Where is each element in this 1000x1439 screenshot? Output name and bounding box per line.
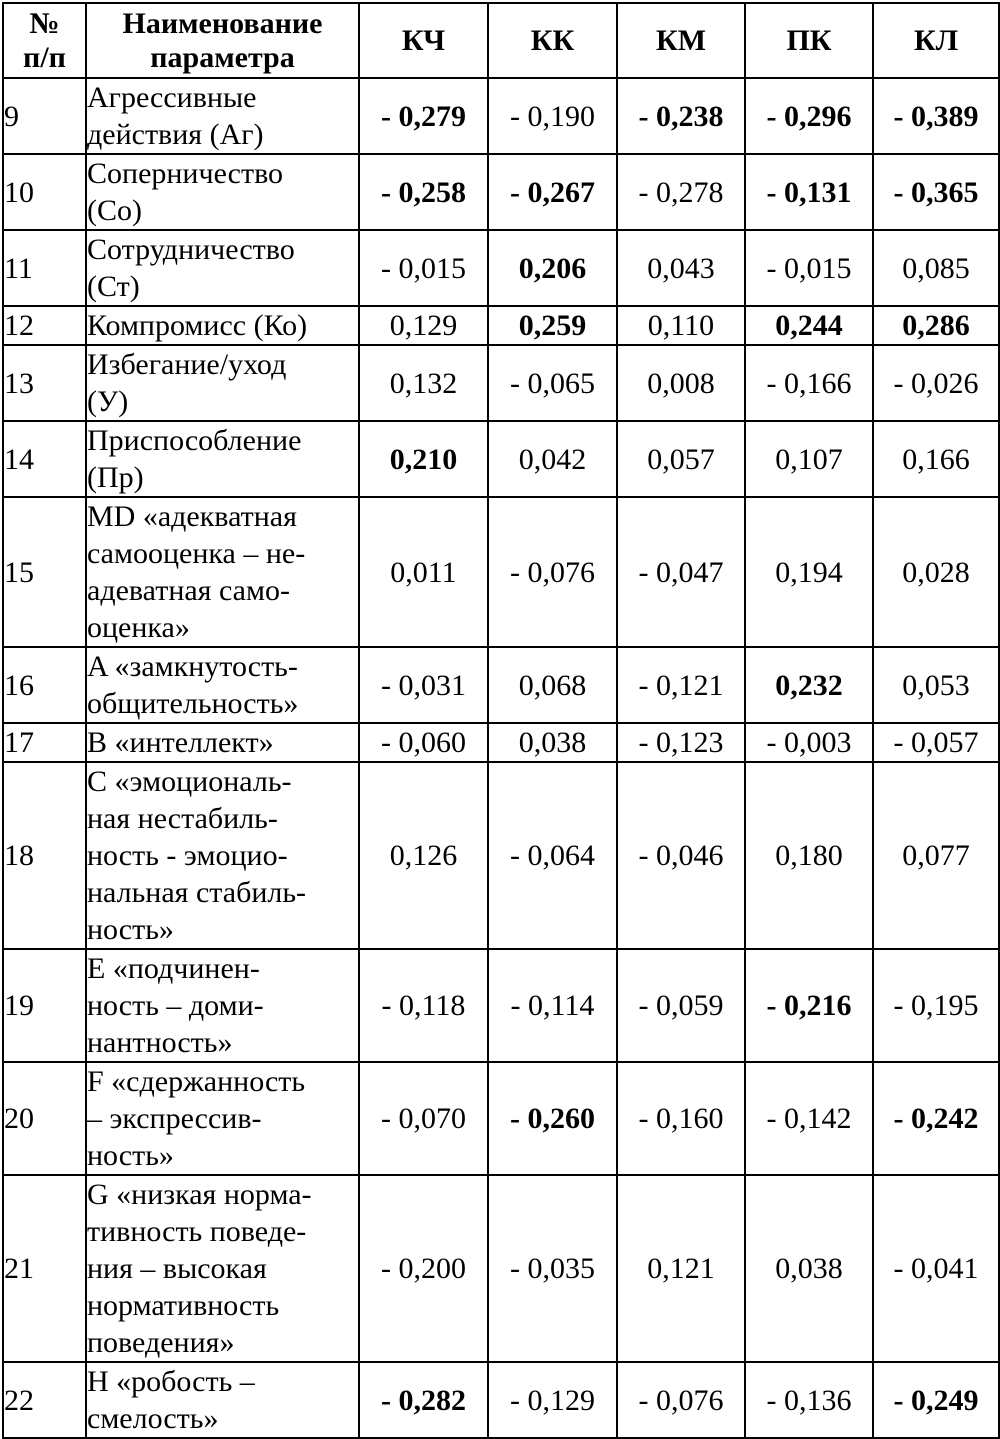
table-row bbox=[3, 723, 999, 762]
correlation-value: 0,126 bbox=[359, 762, 488, 949]
parameter-name-line: Соперничество bbox=[87, 157, 284, 190]
row-number: 22 bbox=[3, 1362, 86, 1438]
correlation-value: - 0,389 bbox=[873, 78, 999, 154]
parameter-name bbox=[86, 306, 359, 345]
table-row bbox=[3, 647, 999, 723]
parameter-name-line: ная нестабиль- bbox=[87, 802, 278, 835]
correlation-value: 0,129 bbox=[359, 306, 488, 345]
correlation-value: 0,180 bbox=[745, 762, 873, 949]
correlation-value: - 0,365 bbox=[873, 154, 999, 230]
correlation-value: - 0,046 bbox=[617, 762, 745, 949]
parameter-name bbox=[86, 230, 359, 306]
correlation-value: 0,132 bbox=[359, 345, 488, 421]
correlation-value: 0,011 bbox=[359, 497, 488, 647]
parameter-name bbox=[86, 1362, 359, 1438]
parameter-name bbox=[86, 1062, 359, 1175]
correlation-value: 0,043 bbox=[617, 230, 745, 306]
header-num-line: № bbox=[29, 6, 60, 40]
header-param-line: параметра bbox=[150, 40, 295, 74]
parameter-name-line: (Со) bbox=[87, 194, 142, 227]
parameter-name-line: оценка» bbox=[87, 611, 190, 644]
row-number: 11 bbox=[3, 230, 86, 306]
correlation-value: 0,008 bbox=[617, 345, 745, 421]
correlation-value: - 0,047 bbox=[617, 497, 745, 647]
correlation-value: - 0,065 bbox=[488, 345, 617, 421]
header-param-line: Наименование bbox=[122, 6, 323, 40]
correlation-value: - 0,123 bbox=[617, 723, 745, 762]
correlation-value: - 0,003 bbox=[745, 723, 873, 762]
parameter-name-line: (У) bbox=[87, 385, 129, 418]
header-num-line: п/п bbox=[23, 40, 66, 74]
header-row bbox=[3, 3, 999, 78]
parameter-name bbox=[86, 762, 359, 949]
correlation-value: - 0,041 bbox=[873, 1175, 999, 1362]
correlation-value: - 0,200 bbox=[359, 1175, 488, 1362]
correlation-value: - 0,160 bbox=[617, 1062, 745, 1175]
table-row bbox=[3, 1362, 999, 1438]
parameter-name-line: F «сдержанность bbox=[87, 1065, 306, 1098]
correlation-value: - 0,258 bbox=[359, 154, 488, 230]
parameter-name-line: H «робость – bbox=[87, 1365, 255, 1398]
row-number: 15 bbox=[3, 497, 86, 647]
correlation-value: - 0,118 bbox=[359, 949, 488, 1062]
parameter-name bbox=[86, 1175, 359, 1362]
correlation-value: - 0,064 bbox=[488, 762, 617, 949]
row-number: 9 bbox=[3, 78, 86, 154]
correlation-value: 0,121 bbox=[617, 1175, 745, 1362]
parameter-name bbox=[86, 78, 359, 154]
table-row bbox=[3, 497, 999, 647]
parameter-name-line: E «подчинен- bbox=[87, 952, 260, 985]
row-number: 13 bbox=[3, 345, 86, 421]
parameter-name-line: самооценка – не- bbox=[87, 537, 306, 570]
header-param bbox=[86, 3, 359, 78]
correlation-value: 0,166 bbox=[873, 421, 999, 497]
parameter-name-line: Сотрудничество bbox=[87, 233, 295, 266]
parameter-name-line: Компромисс (Ко) bbox=[87, 309, 308, 342]
correlation-value: - 0,278 bbox=[617, 154, 745, 230]
header-col-kk: КК bbox=[488, 3, 617, 78]
correlation-value: - 0,026 bbox=[873, 345, 999, 421]
parameter-name-line: нальная стабиль- bbox=[87, 876, 307, 909]
correlation-value: - 0,282 bbox=[359, 1362, 488, 1438]
correlation-value: 0,110 bbox=[617, 306, 745, 345]
correlation-value: - 0,076 bbox=[488, 497, 617, 647]
parameter-name-line: (Ст) bbox=[87, 270, 140, 303]
correlation-value: 0,038 bbox=[745, 1175, 873, 1362]
parameter-name-line: нормативность bbox=[87, 1289, 280, 1322]
correlation-value: 0,194 bbox=[745, 497, 873, 647]
correlation-value: 0,077 bbox=[873, 762, 999, 949]
table-row bbox=[3, 154, 999, 230]
correlation-value: 0,085 bbox=[873, 230, 999, 306]
parameter-name-line: нантность» bbox=[87, 1026, 233, 1059]
parameter-name-line: тивность поведе- bbox=[87, 1215, 307, 1248]
correlation-value: - 0,279 bbox=[359, 78, 488, 154]
parameter-name bbox=[86, 723, 359, 762]
parameter-name-line: MD «адекватная bbox=[87, 500, 297, 533]
correlation-value: - 0,260 bbox=[488, 1062, 617, 1175]
row-number: 21 bbox=[3, 1175, 86, 1362]
correlation-value: - 0,060 bbox=[359, 723, 488, 762]
correlation-value: - 0,166 bbox=[745, 345, 873, 421]
header-col-kch: КЧ bbox=[359, 3, 488, 78]
parameter-name bbox=[86, 345, 359, 421]
correlation-value: 0,206 bbox=[488, 230, 617, 306]
correlation-value: - 0,195 bbox=[873, 949, 999, 1062]
table-row bbox=[3, 1062, 999, 1175]
row-number: 10 bbox=[3, 154, 86, 230]
parameter-name-line: общительность» bbox=[87, 687, 299, 720]
correlation-value: - 0,059 bbox=[617, 949, 745, 1062]
correlation-value: - 0,238 bbox=[617, 78, 745, 154]
parameter-name-line: ность – доми- bbox=[87, 989, 264, 1022]
correlation-value: - 0,242 bbox=[873, 1062, 999, 1175]
correlation-value: - 0,131 bbox=[745, 154, 873, 230]
table-row bbox=[3, 1175, 999, 1362]
correlation-value: 0,232 bbox=[745, 647, 873, 723]
parameter-name bbox=[86, 497, 359, 647]
parameter-name-line: B «интеллект» bbox=[87, 726, 274, 759]
correlation-value: - 0,031 bbox=[359, 647, 488, 723]
correlation-value: - 0,015 bbox=[745, 230, 873, 306]
parameter-name-line: ния – высокая bbox=[87, 1252, 267, 1285]
correlation-value: - 0,129 bbox=[488, 1362, 617, 1438]
table-row bbox=[3, 949, 999, 1062]
row-number: 14 bbox=[3, 421, 86, 497]
correlation-table bbox=[2, 2, 1000, 1439]
header-col-km: КМ bbox=[617, 3, 745, 78]
parameter-name bbox=[86, 154, 359, 230]
table-row bbox=[3, 306, 999, 345]
correlation-value: 0,057 bbox=[617, 421, 745, 497]
correlation-value: 0,286 bbox=[873, 306, 999, 345]
correlation-value: 0,107 bbox=[745, 421, 873, 497]
correlation-value: - 0,121 bbox=[617, 647, 745, 723]
row-number: 12 bbox=[3, 306, 86, 345]
header-num bbox=[3, 3, 86, 78]
parameter-name-line: поведения» bbox=[87, 1326, 235, 1359]
parameter-name-line: Приспособление bbox=[87, 424, 302, 457]
correlation-value: - 0,076 bbox=[617, 1362, 745, 1438]
table-row bbox=[3, 230, 999, 306]
row-number: 19 bbox=[3, 949, 86, 1062]
row-number: 16 bbox=[3, 647, 86, 723]
correlation-value: - 0,015 bbox=[359, 230, 488, 306]
parameter-name-line: ность» bbox=[87, 1139, 174, 1172]
parameter-name-line: (Пр) bbox=[87, 461, 144, 494]
parameter-name bbox=[86, 949, 359, 1062]
parameter-name-line: действия (Аг) bbox=[87, 118, 264, 151]
header-col-kl: КЛ bbox=[873, 3, 999, 78]
table-row bbox=[3, 78, 999, 154]
correlation-value: - 0,216 bbox=[745, 949, 873, 1062]
correlation-value: - 0,249 bbox=[873, 1362, 999, 1438]
correlation-value: - 0,114 bbox=[488, 949, 617, 1062]
correlation-value: 0,259 bbox=[488, 306, 617, 345]
row-number: 17 bbox=[3, 723, 86, 762]
correlation-value: - 0,136 bbox=[745, 1362, 873, 1438]
parameter-name-line: – экспрессив- bbox=[87, 1102, 262, 1135]
parameter-name-line: Избегание/уход bbox=[87, 348, 287, 381]
parameter-name-line: смелость» bbox=[87, 1402, 219, 1435]
parameter-name-line: ность - эмоцио- bbox=[87, 839, 288, 872]
correlation-value: 0,244 bbox=[745, 306, 873, 345]
table-row bbox=[3, 762, 999, 949]
parameter-name bbox=[86, 421, 359, 497]
row-number: 20 bbox=[3, 1062, 86, 1175]
parameter-name bbox=[86, 647, 359, 723]
correlation-value: - 0,267 bbox=[488, 154, 617, 230]
correlation-value: 0,042 bbox=[488, 421, 617, 497]
correlation-value: 0,038 bbox=[488, 723, 617, 762]
correlation-value: - 0,190 bbox=[488, 78, 617, 154]
parameter-name-line: Агрессивные bbox=[87, 81, 257, 114]
header-col-pk: ПК bbox=[745, 3, 873, 78]
correlation-value: 0,028 bbox=[873, 497, 999, 647]
parameter-name-line: ность» bbox=[87, 913, 174, 946]
correlation-value: - 0,142 bbox=[745, 1062, 873, 1175]
correlation-value: - 0,070 bbox=[359, 1062, 488, 1175]
correlation-value: - 0,035 bbox=[488, 1175, 617, 1362]
table-body bbox=[3, 78, 999, 1438]
parameter-name-line: адеватная само- bbox=[87, 574, 290, 607]
correlation-value: 0,210 bbox=[359, 421, 488, 497]
correlation-value: - 0,057 bbox=[873, 723, 999, 762]
correlation-value: 0,053 bbox=[873, 647, 999, 723]
table-row bbox=[3, 421, 999, 497]
correlation-value: 0,068 bbox=[488, 647, 617, 723]
parameter-name-line: A «замкнутость- bbox=[87, 650, 298, 683]
table-row bbox=[3, 345, 999, 421]
parameter-name-line: G «низкая норма- bbox=[87, 1178, 312, 1211]
parameter-name-line: C «эмоциональ- bbox=[87, 765, 292, 798]
row-number: 18 bbox=[3, 762, 86, 949]
correlation-value: - 0,296 bbox=[745, 78, 873, 154]
